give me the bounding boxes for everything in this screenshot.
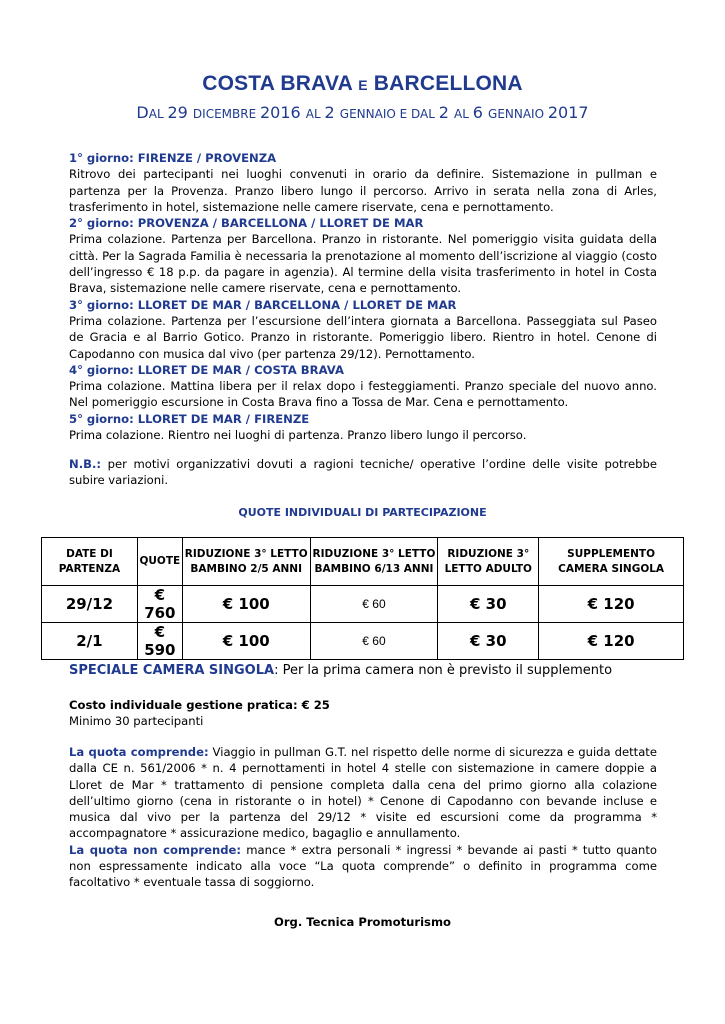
day-title: 5° giorno: LLORET DE MAR / FIRENZE bbox=[69, 411, 310, 426]
subtitle-fragment: AL bbox=[305, 107, 325, 121]
day-title: 1° giorno: FIRENZE / PROVENZA bbox=[69, 151, 277, 165]
departure-date-cell: 29/12 bbox=[42, 586, 138, 623]
title-conjunction: E bbox=[358, 77, 368, 93]
column-header bbox=[137, 538, 182, 586]
nb-label: N.B.: bbox=[69, 457, 101, 471]
minimum-participants: Minimo 30 partecipanti bbox=[69, 714, 204, 728]
day-description: Prima colazione. Mattina libera per il relax dopo i festeggiamenti. Pranzo speciale del nuovo anno. Nel pomeriggio escursione in Costa Brava fino a Tossa de Mar. Cena e pernottamento. bbox=[69, 379, 657, 410]
header-line: PARTENZA bbox=[58, 562, 121, 575]
day-description: Prima colazione. Rientro nei luoghi di partenza. Pranzo libero lungo il percorso. bbox=[69, 428, 527, 443]
header-line: RIDUZIONE 3° bbox=[447, 547, 530, 560]
subtitle-fragment: 2016 bbox=[259, 103, 306, 122]
subtitle-fragment: 2017 bbox=[547, 103, 589, 122]
column-header bbox=[539, 538, 684, 586]
fee-line: Costo individuale gestione pratica: € 25 bbox=[69, 698, 330, 712]
subtitle-fragment: DICEMBRE bbox=[192, 107, 260, 121]
special-label: SPECIALE CAMERA SINGOLA bbox=[69, 663, 275, 678]
column-header bbox=[182, 538, 310, 586]
itinerary-day bbox=[69, 150, 657, 215]
header-line: BAMBINO 6/13 ANNI bbox=[314, 562, 434, 575]
day-title: 4° giorno: LLORET DE MAR / COSTA BRAVA bbox=[69, 362, 344, 377]
organizer-footer: Org. Tecnica Promoturismo bbox=[273, 915, 452, 929]
not-included-label: La quota non comprende: bbox=[69, 842, 242, 857]
booking-fee bbox=[69, 697, 330, 729]
column-header bbox=[42, 538, 138, 586]
header-line: QUOTE bbox=[139, 555, 181, 567]
day-description: Prima colazione. Partenza per Barcellona. Pranzo in ristorante. Nel pomeriggio visita guidata della città. Per la Sagrada Familia è necessaria la prenotazione al momento dell’iscrizione al viaggio (costo dell’ingresso € 18 p.p. da pagare in agenzia). Al termine della visita trasferimento in hotel in Costa Brava, sistemazione nelle camere riservate, cena e pernottamento. bbox=[69, 232, 657, 296]
inclusions-section bbox=[69, 744, 657, 891]
column-header bbox=[438, 538, 539, 586]
day-description: Prima colazione. Partenza per l’escursione dell’intera giornata a Barcellona. Passeggiata sul Paseo de Gracia e al Barrio Gotico. Pranzo in ristorante. Pomeriggio libero. Rientro in hotel. Cenone di Capodanno con musica dal vivo (per partenza 29/12). Pernottamento. bbox=[69, 313, 657, 361]
subtitle-fragment: D bbox=[136, 103, 149, 122]
header-line: RIDUZIONE 3° LETTO bbox=[312, 547, 436, 560]
header-line: RIDUZIONE 3° LETTO bbox=[184, 547, 308, 560]
child-2-5-cell: € 100 bbox=[182, 623, 310, 660]
quotes-title: QUOTE INDIVIDUALI DI PARTECIPAZIONE bbox=[238, 506, 487, 519]
page-title bbox=[0, 72, 725, 96]
nb-note bbox=[69, 456, 657, 489]
nb-text: per motivi organizzativi dovuti a ragioni tecniche/ operative l’ordine delle visite potrebbe subire variazioni. bbox=[69, 457, 657, 488]
header-line: CAMERA SINGOLA bbox=[558, 562, 665, 575]
subtitle-fragment: 6 bbox=[472, 103, 489, 122]
day-description: Ritrovo dei partecipanti nei luoghi convenuti in orario da definire. Sistemazione in pullman e partenza per la Provenza. Pranzo libero lungo il percorso. Arrivo in serata nella zona di Arles, trasferimento in hotel, sistemazione nelle camere riservate, cena e pernottamento. bbox=[69, 167, 657, 214]
included-paragraph bbox=[69, 744, 657, 842]
title-part-2: BARCELLONA bbox=[367, 72, 523, 95]
subtitle-fragment: 29 bbox=[167, 103, 193, 122]
subtitle-fragment: 2 bbox=[324, 103, 340, 122]
day-title: 2° giorno: PROVENZA / BARCELLONA / LLORET DE MAR bbox=[69, 216, 424, 231]
subtitle-fragment: AL bbox=[454, 107, 473, 121]
itinerary-day bbox=[69, 362, 657, 411]
included-label: La quota comprende: bbox=[69, 745, 209, 759]
table-row bbox=[42, 586, 684, 623]
title-part-1: COSTA BRAVA bbox=[202, 72, 359, 95]
not-included-paragraph bbox=[69, 842, 657, 891]
price-table bbox=[41, 537, 684, 660]
single-room-cell: € 120 bbox=[539, 623, 684, 660]
adult-3rd-bed-cell: € 30 bbox=[438, 623, 539, 660]
table-header-row bbox=[42, 538, 684, 586]
child-6-13-cell: € 60 bbox=[310, 623, 438, 660]
page-subtitle bbox=[0, 103, 725, 122]
header-line: BAMBINO 2/5 ANNI bbox=[190, 562, 302, 575]
header-line: LETTO ADULTO bbox=[444, 562, 532, 575]
included-text: Viaggio in pullman G.T. nel rispetto delle norme di sicurezza e guida dettate dalla CE n. 561/2006 * n. 4 pernottamenti in hotel 4 stelle con sistemazione in camere doppie a Lloret de Mar * trattamento di pensione completa dalla cena del primo giorno alla colazione dell’ultimo giorno (cena in ristorante o in hotel) * Cenone di Capodanno con bevande incluse e musica dal vivo per la partenza del 29/12 * visite ed escursioni come da programma * accompagnatore * assicurazione medico, bagaglio e annullamento. bbox=[69, 745, 657, 841]
single-room-cell: € 120 bbox=[539, 586, 684, 623]
quote-cell: € 760 bbox=[137, 586, 182, 623]
subtitle-fragment: GENNAIO bbox=[488, 107, 548, 121]
itinerary bbox=[69, 150, 657, 443]
special-text: : Per la prima camera non è previsto il supplemento bbox=[274, 663, 613, 678]
not-included-text: mance * extra personali * ingressi * bevande ai pasti * tutto quanto non espressamente indicato alla voce “La quota comprende” o definito in programma come facoltativo * eventuale tassa di soggiorno. bbox=[69, 842, 657, 890]
header-line: DATE DI bbox=[66, 547, 113, 560]
quote-cell: € 590 bbox=[137, 623, 182, 660]
subtitle-fragment: GENNAIO E DAL bbox=[339, 107, 439, 121]
day-title: 3° giorno: LLORET DE MAR / BARCELLONA / LLORET DE MAR bbox=[69, 297, 457, 312]
child-2-5-cell: € 100 bbox=[182, 586, 310, 623]
itinerary-day bbox=[69, 297, 657, 362]
header-line: SUPPLEMENTO bbox=[567, 547, 656, 560]
table-row bbox=[42, 623, 684, 660]
subtitle-fragment: AL bbox=[148, 107, 168, 121]
itinerary-day bbox=[69, 411, 657, 444]
column-header bbox=[310, 538, 438, 586]
itinerary-day bbox=[69, 215, 657, 296]
subtitle-fragment: 2 bbox=[438, 103, 455, 122]
departure-date-cell: 2/1 bbox=[42, 623, 138, 660]
single-room-special bbox=[69, 663, 612, 678]
child-6-13-cell: € 60 bbox=[310, 586, 438, 623]
adult-3rd-bed-cell: € 30 bbox=[438, 586, 539, 623]
